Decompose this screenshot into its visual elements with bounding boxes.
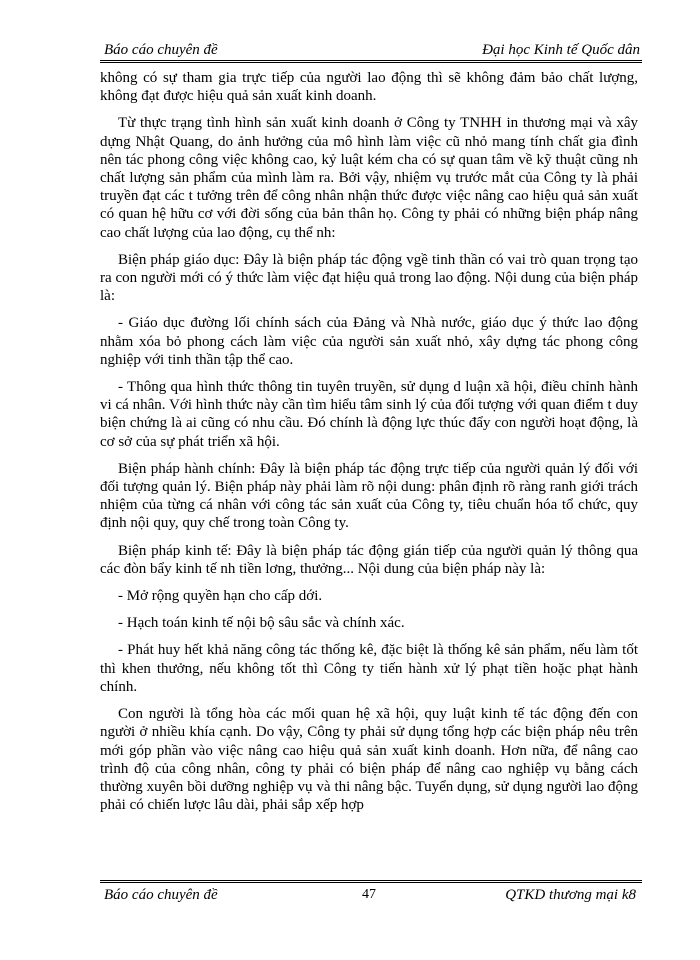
page-number: 47 — [362, 887, 376, 902]
paragraph: Con người là tổng hòa các mối quan hệ xã hội, quy luật kinh tế tác động đến con người ở nhiều khía cạnh. Do vậy, Công ty phải sử dụng tổng hợp các biện pháp nêu trên mới góp phần vào việc nâng cao hiệu quả sản xuất kinh doanh. Hơn nữa, để nâng cao trình độ của công nhân, công ty phải có biện pháp để nâng cao nghiệp vụ bằng cách thường xuyên bồi dưỡng nghiệp vụ và thi nâng bậc. Tuyển dụng, sử dụng người lao động phải có chiến lược lâu dài, phải sắp xếp hợp — [100, 706, 638, 814]
paragraph: Biện pháp kinh tế: Đây là biện pháp tác động gián tiếp của người quản lý thông qua các đòn bẩy kinh tế nh tiền lơng, thưởng... Nội dung của biện pháp này là: — [100, 542, 638, 577]
header-left-text: Báo cáo chuyên đề — [104, 42, 218, 58]
paragraph: - Giáo dục đường lối chính sách của Đảng và Nhà nước, giáo dục ý thức lao động nhằm xóa bỏ phong cách làm việc của người sản xuất nhỏ, xây dựng tác phong công nghiệp với tinh thần tập thể cao. — [100, 315, 638, 368]
footer-rule — [100, 880, 642, 883]
page-footer — [100, 887, 640, 909]
footer-right-text: QTKD thương mại k8 — [505, 887, 636, 903]
paragraph: - Mở rộng quyền hạn cho cấp dới. — [118, 588, 323, 605]
paragraph: Từ thực trạng tình hình sản xuất kinh doanh ở Công ty TNHH in thương mại và xây dựng Nhật Quang, do ảnh hưởng của mô hình làm việc cũ nhỏ mang tính chất gia đình nên tác phong công việc không cao, kỷ luật kém cha có sự quan tâm về kỹ thuật cũng nh chất lượng sản phẩm của mình làm ra. Bởi vậy, nhiệm vụ trước mắt của Công ty là phải truyền đạt các t tưởng trên để công nhân nhận thức được việc nâng cao hiệu quả sản xuất có quan hệ hữu cơ với đời sống của bản thân họ. Công ty phải có những biện pháp nâng cao chất lượng của lao động, cụ thể nh: — [100, 115, 638, 241]
footer-left-text: Báo cáo chuyên đề — [104, 887, 218, 903]
paragraph: Biện pháp giáo dục: Đây là biện pháp tác động vgề tinh thần có vai trò quan trọng tạo ra con người mới có ý thức làm việc đạt hiệu quả trong lao động. Nội dung của biện pháp là: — [100, 251, 638, 305]
body-text — [100, 69, 638, 823]
header-rule — [100, 60, 642, 63]
header-right-text: Đại học Kinh tế Quốc dân — [482, 42, 640, 58]
paragraph: Biện pháp hành chính: Đây là biện pháp tác động trực tiếp của người quản lý đối với đối tượng quản lý. Biện pháp này phải làm rõ nội dung: phân định rõ ràng ranh giới trách nhiệm của từng cá nhân với công tác sản xuất của Công ty, tiêu chuẩn hóa tổ chức, quy định nội quy, quy chế trong toàn Công ty. — [100, 460, 638, 532]
paragraph: - Hạch toán kinh tế nội bộ sâu sắc và chính xác. — [118, 615, 405, 632]
paragraph: không có sự tham gia trực tiếp của người lao động thì sẽ không đảm bảo chất lượng, không đạt được hiệu quả sản xuất kinh doanh. — [100, 70, 638, 105]
page-header — [100, 40, 640, 62]
paragraph: - Thông qua hình thức thông tin tuyên truyền, sử dụng d luận xã hội, điều chỉnh hành vi cá nhân. Với hình thức này cần tìm hiểu tâm sinh lý của đối tượng với quan điểm t duy biện chứng là ai cũng có nhu cầu. Đó chính là động lực thúc đẩy con người hoạt động, là cơ sở của sự phát triển xã hội. — [100, 379, 638, 450]
paragraph: - Phát huy hết khả năng công tác thống kê, đặc biệt là thống kê sản phẩm, nếu làm tốt thì khen thưởng, nếu không tốt thì Công ty tiến hành xử lý phạt tiền hoặc phạt hành chính. — [100, 642, 638, 695]
